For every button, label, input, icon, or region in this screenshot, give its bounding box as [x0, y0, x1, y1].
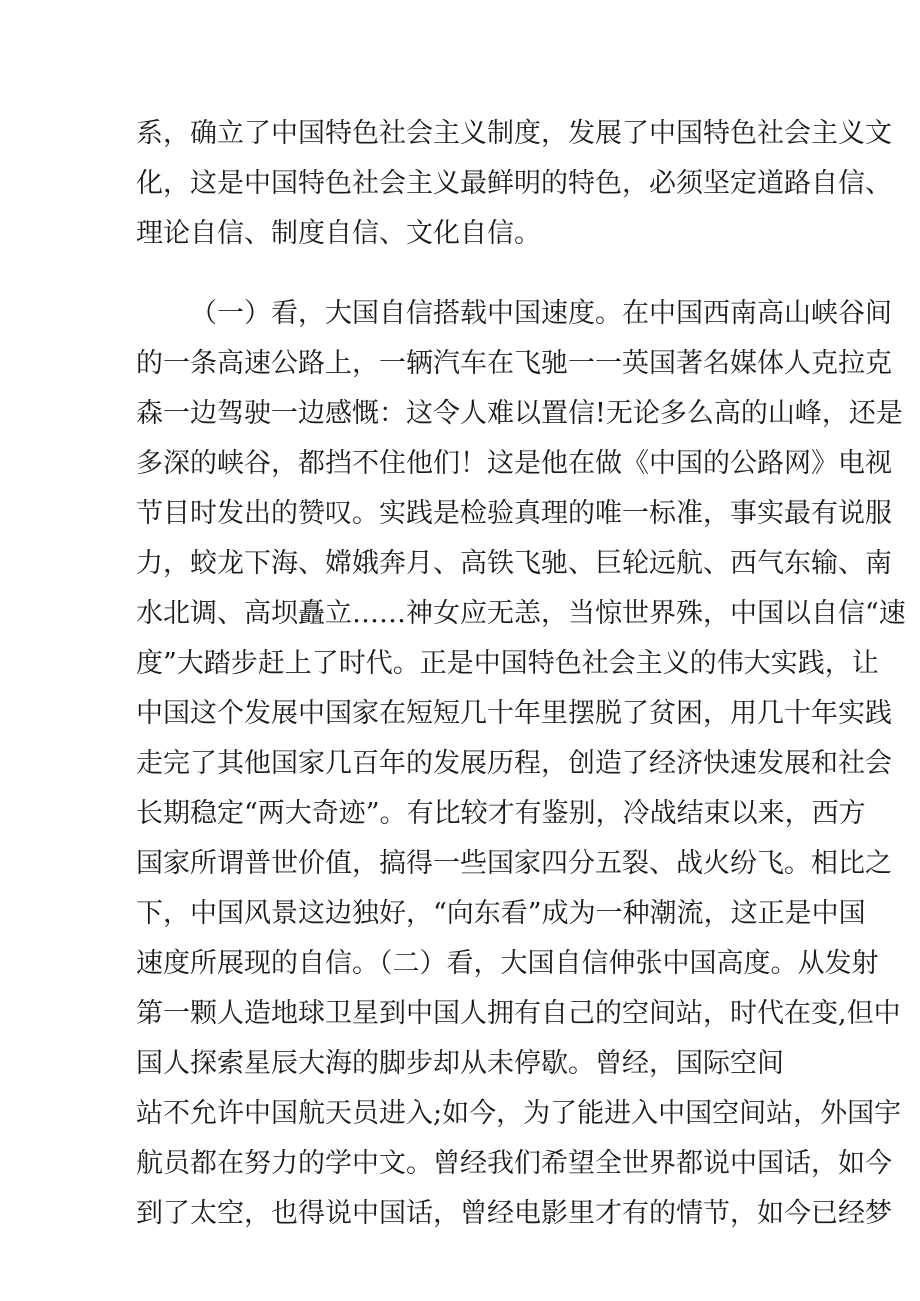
text-line: 理论自信、制度自信、文化自信。: [136, 218, 541, 249]
text-line: 多深的峡谷，都挡不住他们！这是他在做《中国的公路网》电视: [136, 448, 892, 479]
text-line: 节目时发出的赞叹。实践是检验真理的唯一标准，事实最有说服: [136, 498, 892, 529]
text-line: 化，这是中国特色社会主义最鲜明的特色，必须坚定道路自信、: [136, 168, 892, 199]
text-line: 度”大踏步赶上了时代。正是中国特色社会主义的伟大实践，让: [136, 648, 879, 679]
text-line: 速度所展现的自信。（二）看，大国自信伸张中国高度。从发射: [136, 948, 879, 979]
text-line: 下，中国风景这边独好，“向东看”成为一种潮流，这正是中国: [136, 898, 866, 929]
text-line: 航员都在努力的学中文。曾经我们希望全世界都说中国话，如今: [136, 1148, 892, 1179]
text-line: 的一条高速公路上，一辆汽车在飞驰一一英国著名媒体人克拉克: [136, 348, 892, 379]
text-line: 长期稳定“两大奇迹”。有比较才有鉴别，冷战结束以来，西方: [136, 798, 866, 829]
text-line: 走完了其他国家几百年的发展历程，创造了经济快速发展和社会: [136, 748, 892, 779]
text-line: （一）看，大国自信搭载中国速度。在中国西南高山峡谷间: [190, 298, 892, 329]
text-line: 水北调、高坝矗立……神女应无恙，当惊世界殊，中国以自信“速: [136, 598, 906, 629]
text-line: 国家所谓普世价值，搞得一些国家四分五裂、战火纷飞。相比之: [136, 848, 892, 879]
text-line: 国人探索星辰大海的脚步却从未停歇。曾经，国际空间: [136, 1048, 784, 1079]
text-line: 森一边驾驶一边感慨：这令人难以置信!无论多么高的山峰，还是: [136, 398, 903, 429]
text-line: 站不允许中国航天员进入;如今，为了能进入中国空间站，外国宇: [136, 1098, 902, 1129]
text-line: 到了太空，也得说中国话，曾经电影里才有的情节，如今已经梦: [136, 1198, 892, 1229]
text-line: 力，蛟龙下海、嫦娥奔月、高铁飞驰、巨轮远航、西气东输、南: [136, 548, 892, 579]
text-line: 中国这个发展中国家在短短几十年里摆脱了贫困，用几十年实践: [136, 698, 892, 729]
text-line: 系，确立了中国特色社会主义制度，发展了中国特色社会主义文: [136, 118, 892, 149]
text-line: 第一颗人造地球卫星到中国人拥有自己的空间站，时代在变,但中: [136, 998, 901, 1029]
